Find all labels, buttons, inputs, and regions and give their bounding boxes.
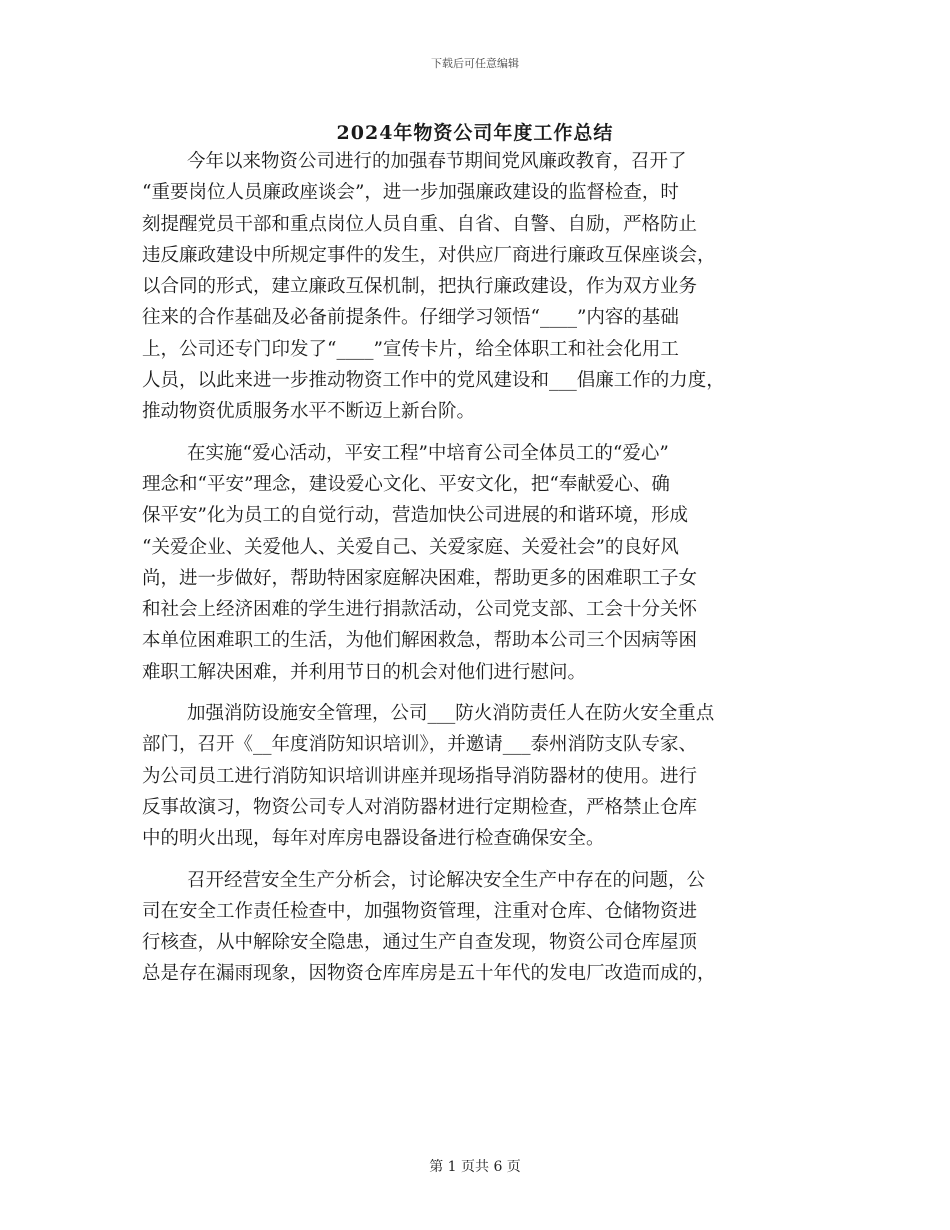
text-line: 往来的合作基础及必备前提条件。仔细学习领悟“____”内容的基础	[142, 307, 679, 329]
paragraph	[142, 146, 814, 428]
text-line: 尚，进一步做好，帮助特困家庭解决困难，帮助更多的困难职工子女	[142, 567, 698, 589]
paragraph	[142, 698, 814, 854]
text-line: 总是存在漏雨现象，因物资仓库库房是五十年代的发电厂改造而成的，	[142, 963, 716, 985]
text-line: 为公司员工进行消防知识培训讲座并现场指导消防器材的使用。进行	[142, 765, 698, 787]
text-line: 今年以来物资公司进行的加强春节期间党风廉政教育，召开了	[187, 151, 687, 172]
text-line: 行核查，从中解除安全隐患，通过生产自查发现，物资公司仓库屋顶	[142, 932, 698, 954]
text-line: 人员，以此来进一步推动物资工作中的党风建设和___倡廉工作的力度，	[142, 370, 725, 392]
text-line: 以合同的形式，建立廉政互保机制，把执行廉政建设，作为双方业务	[142, 276, 698, 298]
document-title: 2024年物资公司年度工作总结	[336, 122, 614, 144]
text-line: 和社会上经济困难的学生进行捐款活动，公司党支部、工会十分关怀	[142, 599, 698, 621]
text-line: 刻提醒党员干部和重点岗位人员自重、自省、自警、自励，严格防止	[142, 213, 698, 235]
text-line: 难职工解决困难，并利用节日的机会对他们进行慰问。	[142, 661, 587, 683]
text-line: “关爱企业、关爱他人、关爱自己、关爱家庭、关爱社会”的良好风	[142, 536, 679, 558]
paragraph	[142, 438, 814, 688]
text-line: 保平安”化为员工的自觉行动，营造加快公司进展的和谐环境，形成	[142, 505, 688, 527]
text-line: 理念和“平安”理念，建设爱心文化、平安文化，把“奉献爱心、确	[142, 473, 670, 495]
text-line: 召开经营安全生产分析会，讨论解决安全生产中存在的问题，公	[187, 869, 706, 891]
text-line: 推动物资优质服务水平不断迈上新台阶。	[142, 401, 476, 423]
document-body	[142, 146, 814, 1000]
page-number: 第 1 页共 6 页	[429, 1159, 521, 1175]
text-line: 反事故演习，物资公司专人对消防器材进行定期检查，严格禁止仓库	[142, 796, 698, 818]
text-line: 在实施“爱心活动，平安工程”中培育公司全体员工的“爱心”	[187, 442, 669, 464]
page-header-note: 下载后可任意编辑	[431, 57, 519, 70]
text-line: 违反廉政建设中所规定事件的发生，对供应厂商进行廉政互保座谈会，	[142, 244, 716, 266]
text-line: 部门，召开《__年度消防知识培训》，并邀请___泰州消防支队专家、	[142, 734, 698, 756]
text-line: 中的明火出现，每年对库房电器设备进行检查确保安全。	[142, 828, 605, 850]
text-line: “重要岗位人员廉政座谈会”，进一步加强廉政建设的监督检查，时	[142, 182, 679, 204]
text-line: 上，公司还专门印发了“____”宣传卡片，给全体职工和社会化用工	[142, 338, 679, 360]
text-line: 本单位困难职工的生活，为他们解困救急，帮助本公司三个因病等困	[142, 630, 698, 652]
text-line: 司在安全工作责任检查中，加强物资管理，注重对仓库、仓储物资进	[142, 900, 698, 922]
paragraph	[142, 865, 814, 990]
text-line: 加强消防设施安全管理，公司___防火消防责任人在防火安全重点	[187, 703, 715, 725]
